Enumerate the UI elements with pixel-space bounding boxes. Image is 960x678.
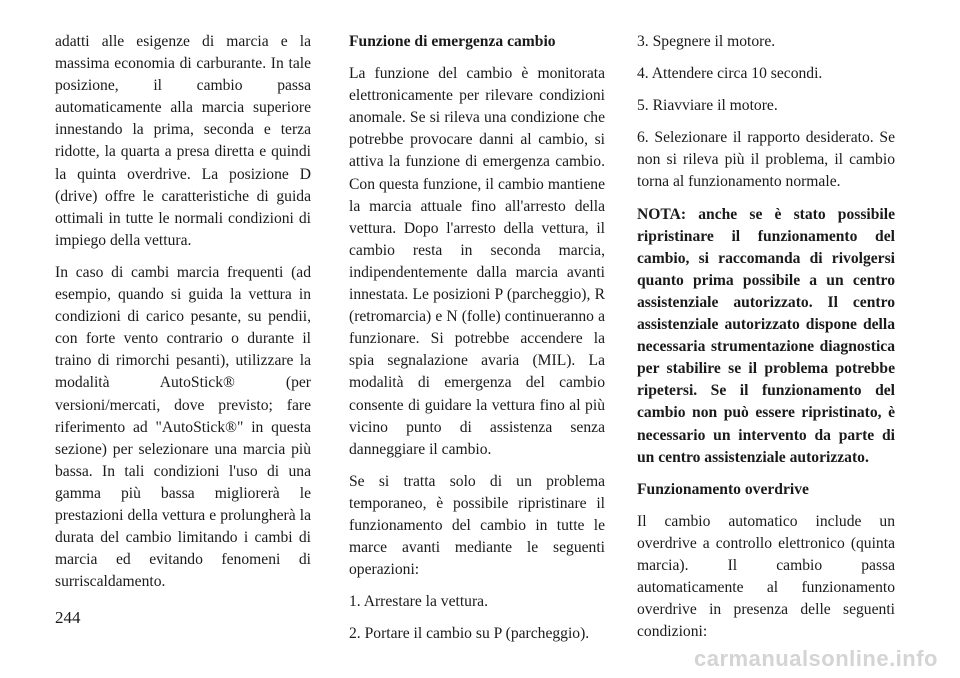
left-column bbox=[55, 31, 311, 603]
watermark: carmanualsonline.info bbox=[694, 646, 938, 671]
body-paragraph: adatti alle esigenze di marcia e la massima economia di carburante. In tale posizione, il cambio passa automaticamente alla marcia superiore innestando la prima, seconda e terza ridotte, la quarta a presa diretta e quindi la quinta overdrive. La posizione D (drive) offre le caratteristiche di guida ottimali in tutte le normali condizioni di impiego della vettura. bbox=[55, 33, 311, 249]
procedure-step: 3. Spegnere il motore. bbox=[637, 33, 776, 50]
body-paragraph: La funzione del cambio è monitorata elettronicamente per rilevare condizioni anomale. Se si rileva una condizione che potrebbe provocare danni al cambio, si attiva la funzione di emergenza cambio. Con questa funzione, il cambio mantiene la marcia attuale fino all'arresto della vettura. Dopo l'arresto della vettura, il cambio resta in seconda marcia, indipendentemente dalla marcia avanti innestata. Le posizioni P (parcheggio), R (retromarcia) e N (folle) continueranno a funzionare. Si potrebbe accendere la spia segnalazione avaria (MIL). La modalità di emergenza del cambio consente di guidare la vettura fino al più vicino punto di assistenza senza danneggiare il cambio. bbox=[349, 65, 605, 458]
note-block: NOTA: anche se è stato possibile ripristinare il funzionamento del cambio, si raccomanda di rivolgersi quanto prima possibile a un centro assistenziale autorizzato. Il centro assistenziale autorizzato dispone della necessaria strumentazione diagnostica per stabilire se il problema potrebbe ripetersi. Se il funzionamento del cambio non può essere ripristinato, è necessario un intervento da parte di un centro assistenziale autorizzato. bbox=[637, 205, 895, 466]
body-paragraph: In caso di cambi marcia frequenti (ad esempio, quando si guida la vettura in condizioni di carico pesante, su pendii, con forte vento contrario o durante il traino di rimorchi pesanti), utilizzare la modalità AutoStick® (per versioni/mercati, dove previsto; fare riferimento ad "AutoStick®" in questa sezione) per selezionare una marcia più bassa. In tali condizioni l'uso di una gamma più bassa migliorerà le prestazioni della vettura e prolungherà la durata del cambio limitando i cambi di marcia ed evitando fenomeni di surriscaldamento. bbox=[55, 263, 311, 591]
middle-column bbox=[349, 31, 605, 655]
section-heading-emergency: Funzione di emergenza cambio bbox=[349, 33, 556, 50]
page-number: 244 bbox=[55, 608, 81, 627]
procedure-step: 1. Arrestare la vettura. bbox=[349, 593, 488, 611]
body-paragraph: Se si tratta solo di un problema temporaneo, è possibile ripristinare il funzionamento del cambio in tutte le marce avanti mediante le seguenti operazioni: bbox=[349, 472, 605, 579]
procedure-step: 6. Selezionare il rapporto desiderato. Se non si rileva più il problema, il cambio torna al funzionamento normale. bbox=[637, 129, 895, 191]
procedure-step: 2. Portare il cambio su P (parcheggio). bbox=[349, 625, 590, 643]
procedure-step: 4. Attendere circa 10 secondi. bbox=[637, 65, 823, 83]
procedure-step: 5. Riavviare il motore. bbox=[637, 97, 778, 115]
body-paragraph: Il cambio automatico include un overdrive a controllo elettronico (quinta marcia). Il cambio passa automaticamente al funzionamento overdrive in presenza delle seguenti condizioni: bbox=[637, 512, 895, 641]
section-heading-overdrive: Funzionamento overdrive bbox=[637, 480, 809, 498]
right-column bbox=[637, 31, 895, 653]
